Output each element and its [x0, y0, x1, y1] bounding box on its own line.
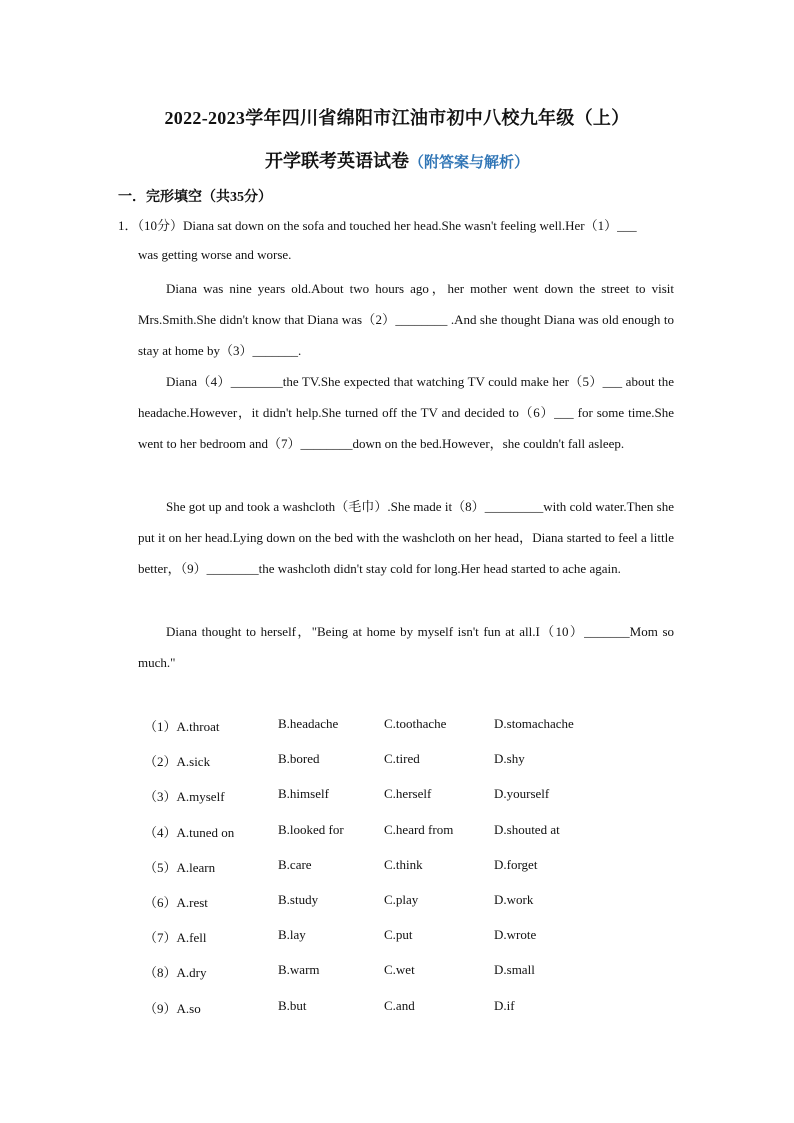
question-first-line: 1．（10分）Diana sat down on the sofa and touched her head.She wasn't feeling well.Her（1）___	[118, 218, 637, 233]
option-d: D.work	[494, 891, 534, 907]
option-b: B.but	[278, 997, 307, 1013]
option-b: B.bored	[278, 751, 320, 767]
option-row	[144, 927, 644, 962]
option-a: （6）A.rest	[144, 894, 208, 910]
option-d: D.shy	[494, 751, 525, 767]
subtitle-main: 开学联考英语试卷	[264, 151, 409, 171]
option-d: D.forget	[494, 856, 538, 872]
passage-paragraph-4: Diana thought to herself，"Being at home by myself isn't fun at all.I（10）_______Mom so much."	[138, 624, 674, 670]
page-subtitle	[0, 147, 794, 173]
option-b: B.lay	[278, 927, 306, 943]
option-row	[144, 998, 644, 1033]
option-a: （1）A.throat	[144, 719, 220, 734]
option-c: C.and	[384, 997, 415, 1013]
passage-paragraph-3: She got up and took a washcloth（毛巾）.She made it（8）_________with cold water.Then she put it on her head.Lying down on the bed with the washcloth on her head，Diana started to feel a little better，（9）________the washcloth didn't stay cold for long.Her head started to ache again.	[138, 499, 674, 576]
option-a: （8）A.dry	[144, 965, 207, 981]
option-a: （2）A.sick	[144, 754, 211, 770]
option-a: （9）A.so	[144, 1000, 201, 1016]
page-title: 2022-2023学年四川省绵阳市江油市初中八校九年级（上）	[164, 108, 630, 128]
option-d: D.yourself	[494, 786, 550, 802]
option-a: （4）A.tuned on	[144, 824, 235, 840]
option-b: B.himself	[278, 786, 329, 802]
passage-paragraph-1: Diana was nine years old.About two hours ago，her mother went down the street to visit Mrs.Smith.She didn't know that Diana was（2）________ .And she thought Diana was old enough to stay at home by（3）_______.	[138, 281, 674, 358]
option-c: C.play	[384, 891, 419, 907]
passage-paragraph-2: Diana（4）________the TV.She expected that watching TV could make her（5）___ about the headache.However，it didn't help.She turned off the TV and decided to（6）___ for some time.She went to her bedroom and（7）________down on the bed.However，she couldn't fall asleep.	[138, 374, 674, 451]
option-c: C.put	[384, 927, 413, 943]
option-d: D.if	[494, 997, 515, 1013]
option-d: D.shouted at	[494, 821, 560, 837]
option-c: C.think	[384, 856, 423, 872]
option-row	[144, 786, 644, 821]
question-second-line: was getting worse and worse.	[138, 247, 292, 262]
option-row	[144, 751, 644, 786]
subtitle-note: （附答案与解析）	[408, 155, 529, 171]
option-row	[144, 892, 644, 927]
option-a: （7）A.fell	[144, 930, 207, 946]
option-c: C.toothache	[384, 716, 447, 731]
option-c: C.herself	[384, 786, 432, 802]
option-a: （5）A.learn	[144, 859, 216, 875]
option-d: D.stomachache	[494, 716, 574, 731]
option-b: B.looked for	[278, 821, 344, 837]
option-c: C.wet	[384, 962, 415, 978]
option-b: B.care	[278, 856, 312, 872]
option-row	[144, 822, 644, 857]
section-heading: 一．完形填空（共35分）	[118, 190, 272, 205]
option-b: B.warm	[278, 962, 320, 978]
options-table	[144, 716, 644, 1033]
option-d: D.wrote	[494, 927, 537, 943]
option-row	[144, 857, 644, 892]
option-d: D.small	[494, 962, 535, 978]
option-c: C.heard from	[384, 821, 454, 837]
option-b: B.study	[278, 891, 319, 907]
option-row	[144, 962, 644, 997]
option-a: （3）A.myself	[144, 789, 225, 805]
option-row	[144, 716, 644, 751]
option-c: C.tired	[384, 751, 420, 767]
option-b: B.headache	[278, 716, 339, 731]
